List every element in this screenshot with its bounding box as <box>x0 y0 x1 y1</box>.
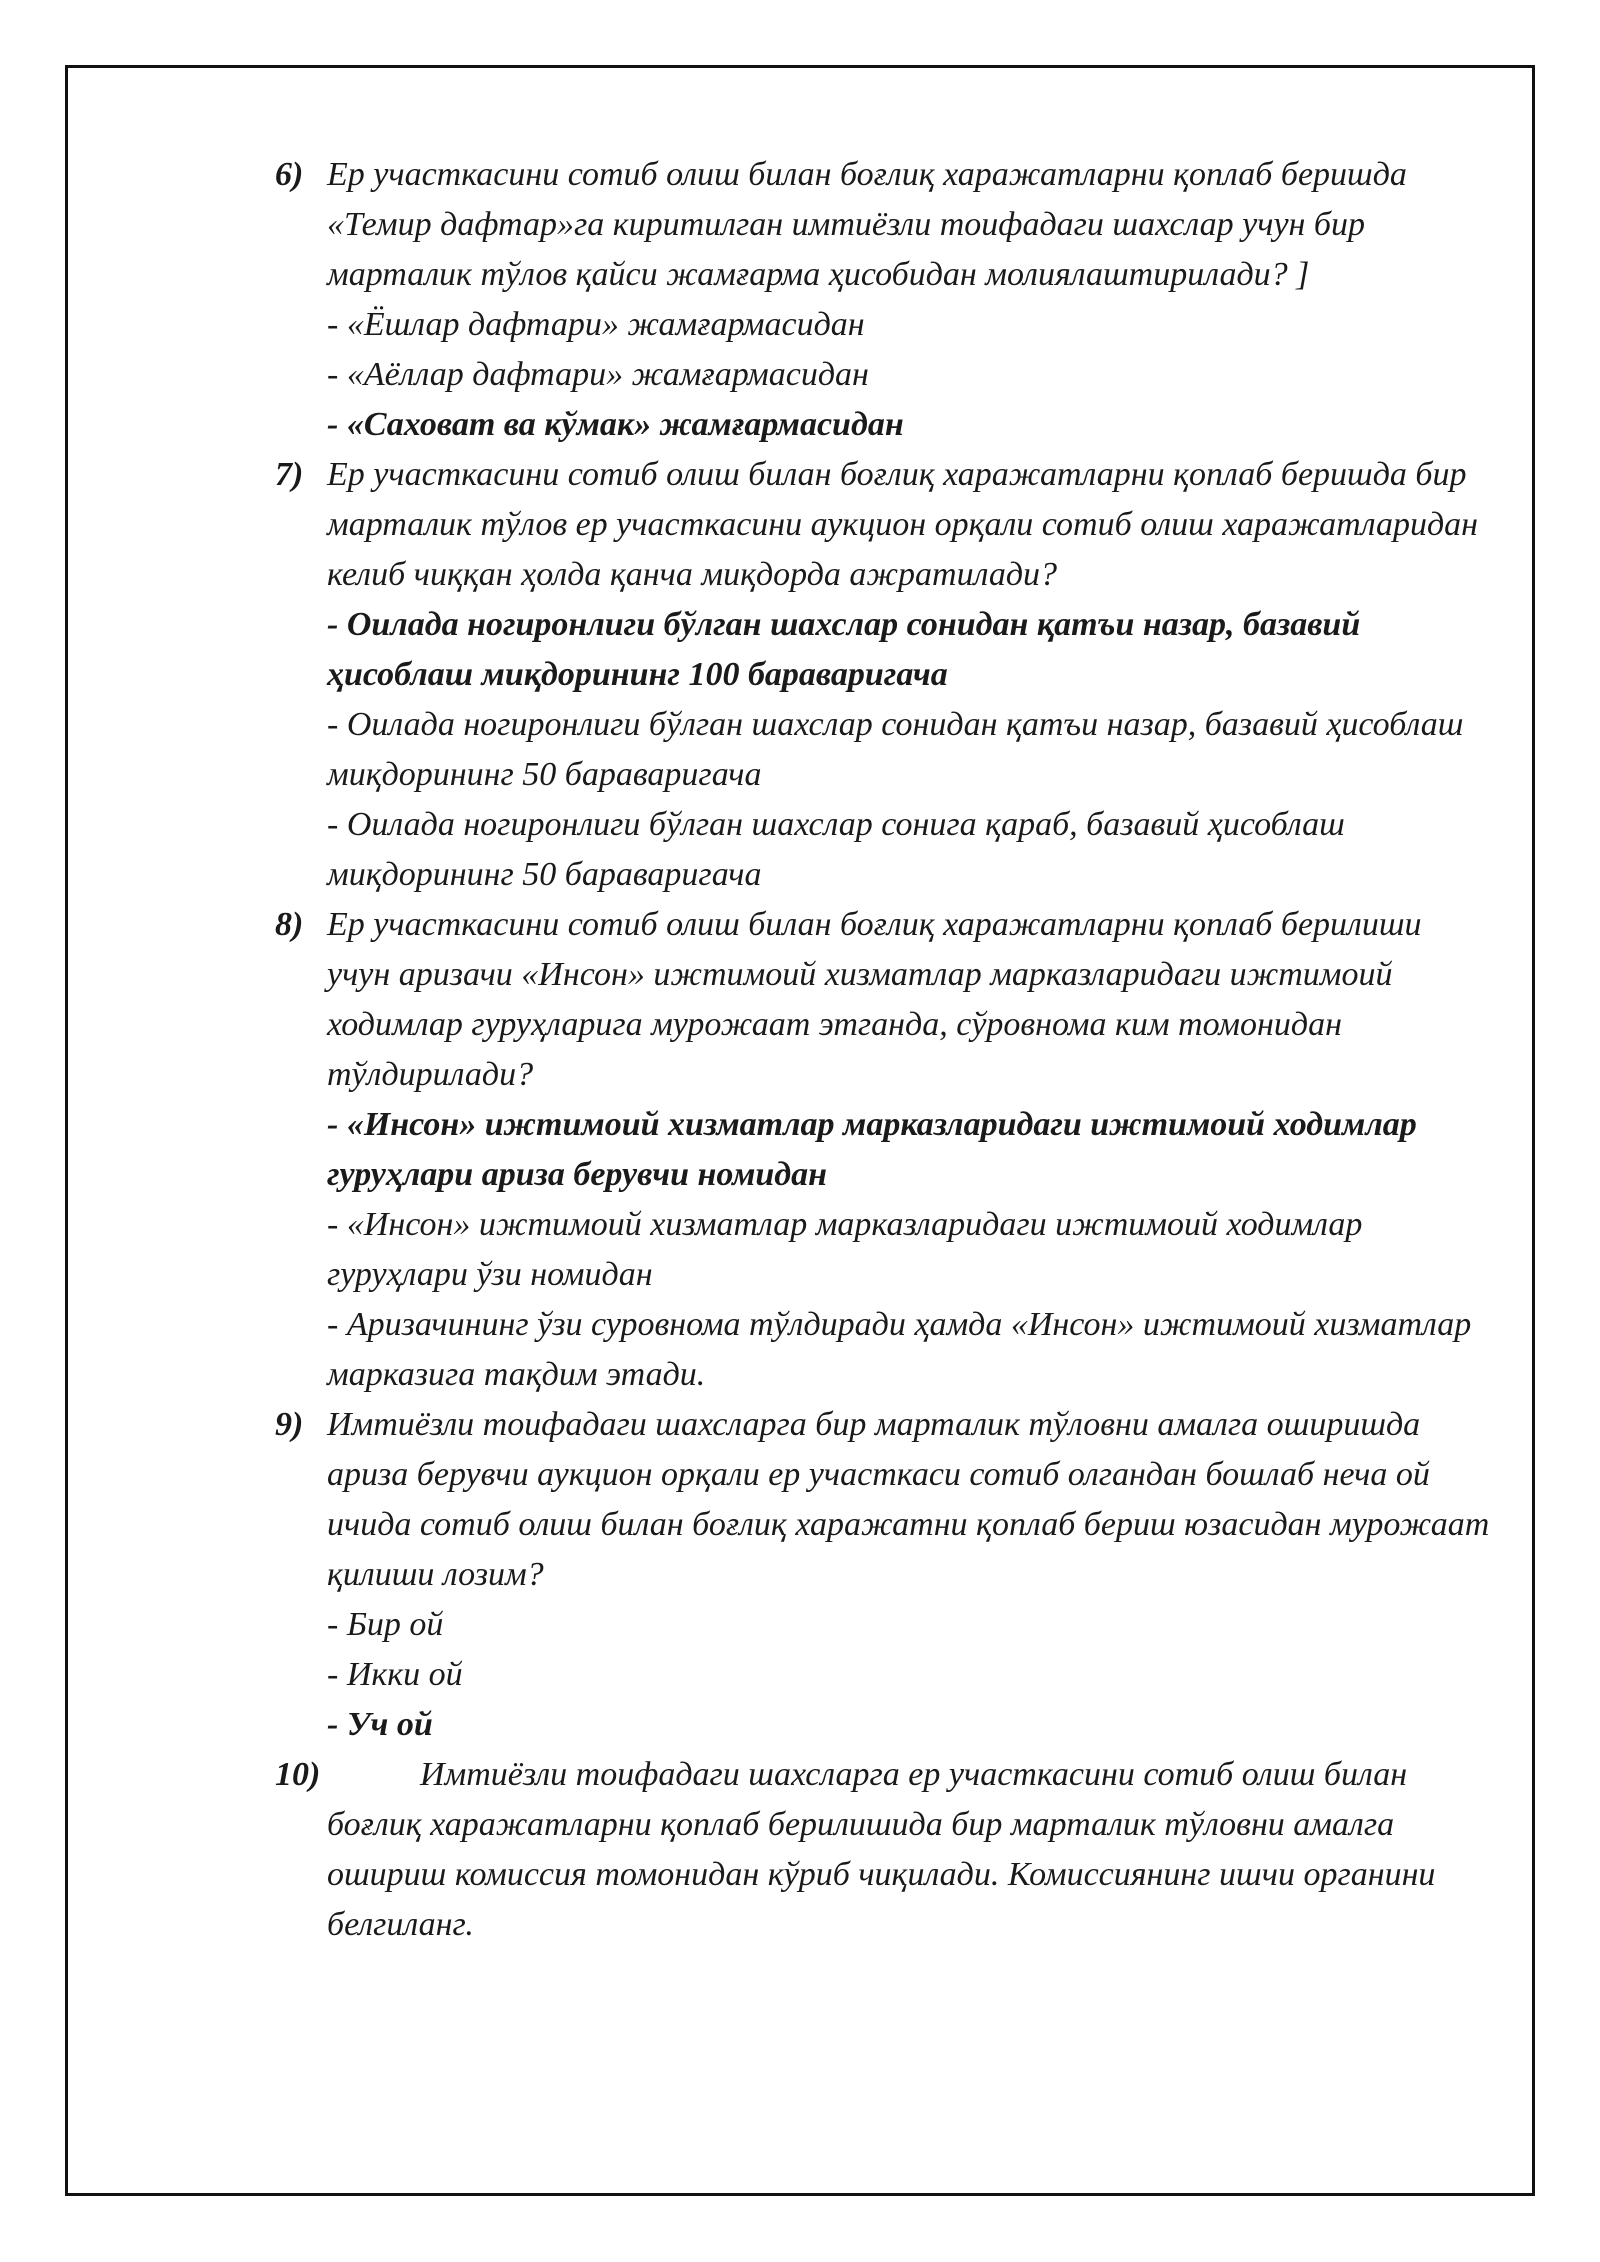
question-6 <box>275 150 1490 450</box>
question-number: 10) <box>275 1756 321 1793</box>
question-number: 6) <box>275 156 304 193</box>
answer-option: - «Аёллар дафтари» жамғармасидан <box>327 356 869 393</box>
question-9 <box>275 1400 1490 1750</box>
question-7 <box>275 450 1490 900</box>
answer-option: - Аризачининг ўзи суровнома тўлдиради ҳамда «Инсон» ижтимоий хизматлар марказига тақдим этади. <box>327 1306 1472 1393</box>
question-number: 8) <box>275 906 304 943</box>
question-8 <box>275 900 1490 1400</box>
question-text: Ер участкасини сотиб олиш билан боғлиқ харажатларни қоплаб берилиши учун аризачи «Инсон» ижтимоий хизматлар марказларидаги ижтимоий ходимлар гуруҳларига мурожаат этганда, сўровнома ким томонидан тўлдирилади? <box>327 906 1422 1093</box>
answer-option-correct: - Уч ой <box>327 1706 433 1743</box>
answer-option: - «Инсон» ижтимоий хизматлар марказларидаги ижтимоий ходимлар гуруҳлари ўзи номидан <box>327 1206 1363 1293</box>
answer-option-correct: - Оилада ногиронлиги бўлган шахслар сонидан қатъи назар, базавий ҳисоблаш миқдорининг 100 бараваригача <box>327 606 1361 693</box>
answer-option: - «Ёшлар дафтари» жамғармасидан <box>327 306 865 343</box>
answer-option-correct: - «Саховат ва кўмак» жамғармасидан <box>327 406 904 443</box>
question-text: Ер участкасини сотиб олиш билан боғлиқ харажатларни қоплаб беришда бир марталик тўлов ер участкасини аукцион орқали сотиб олиш харажатларидан келиб чиққан ҳолда қанча миқдорда ажратилади? <box>327 456 1479 593</box>
question-number: 9) <box>275 1406 304 1443</box>
answer-option-correct: - «Инсон» ижтимоий хизматлар марказларидаги ижтимоий ходимлар гуруҳлари ариза берувчи номидан <box>327 1106 1417 1193</box>
question-number: 7) <box>275 456 304 493</box>
answer-option: - Оилада ногиронлиги бўлган шахслар сонига қараб, базавий ҳисоблаш миқдорининг 50 бараваригача <box>327 806 1345 893</box>
question-10 <box>275 1750 1490 1950</box>
document-body <box>275 150 1490 1950</box>
answer-option: - Икки ой <box>327 1656 463 1693</box>
question-text: Имтиёзли тоифадаги шахсларга ер участкасини сотиб олиш билан боғлиқ харажатларни қоплаб берилишида бир марталик тўловни амалга ошириш комиссия томонидан кўриб чиқилади. Комиссиянинг ишчи органини белгиланг. <box>327 1756 1436 1943</box>
answer-option: - Бир ой <box>327 1606 444 1643</box>
answer-option: - Оилада ногиронлиги бўлган шахслар сонидан қатъи назар, базавий ҳисоблаш миқдорининг 50 бараваригача <box>327 706 1464 793</box>
question-text: Имтиёзли тоифадаги шахсларга бир марталик тўловни амалга оширишда ариза берувчи аукцион орқали ер участкаси сотиб олгандан бошлаб неча ой ичида сотиб олиш билан боғлиқ харажатни қоплаб бериш юзасидан мурожаат қилиши лозим? <box>327 1406 1490 1593</box>
question-text: Ер участкасини сотиб олиш билан боғлиқ харажатларни қоплаб беришда «Темир дафтар»га киритилган имтиёзли тоифадаги шахслар учун бир марталик тўлов қайси жамғарма ҳисобидан молиялаштирилади? ] <box>327 156 1407 293</box>
